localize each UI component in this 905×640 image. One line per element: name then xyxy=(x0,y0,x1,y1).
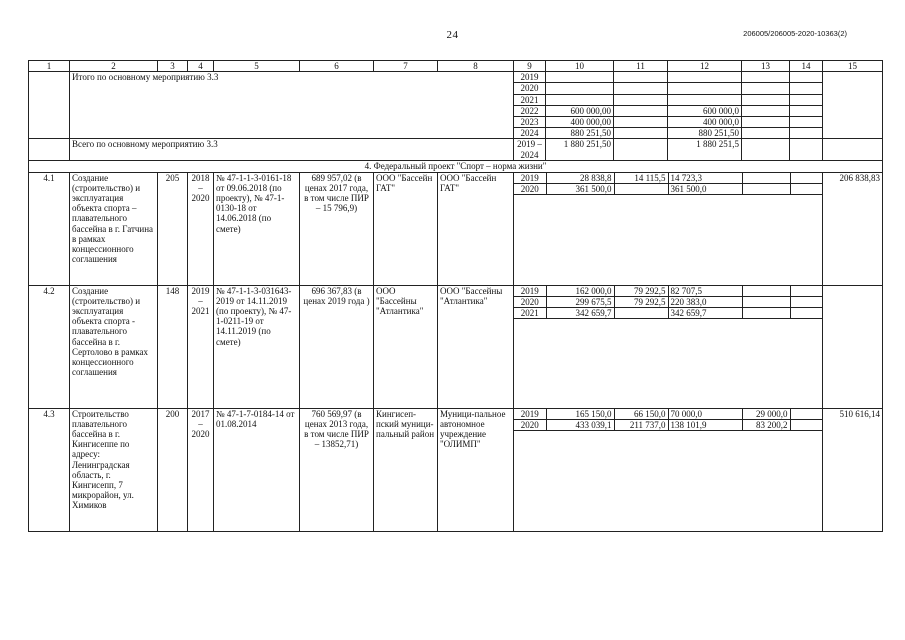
project-expertise: № 47-1-7-0184-14 от 01.08.2014 xyxy=(214,408,300,531)
amount-cell: 70 000,0 xyxy=(668,409,742,420)
project-name: Создание (строительство) и эксплуатация объекта спорта - плавательного бассейна в г. Сертолово в рамках концессионного соглашения xyxy=(70,285,158,408)
amount-cell xyxy=(790,308,823,319)
col-header: 2 xyxy=(70,61,158,72)
project-cost: 696 367,83 (в ценах 2019 года ) xyxy=(300,285,374,408)
col-header: 12 xyxy=(668,61,742,72)
project-customer: ООО "Бассейны "Атлантика" xyxy=(374,285,438,408)
amount-cell xyxy=(790,419,823,430)
year-row xyxy=(514,296,823,307)
col-header: 11 xyxy=(614,61,668,72)
amount-cell: 66 150,0 xyxy=(614,409,668,420)
total-amount: 1 880 251,50 xyxy=(546,139,614,161)
project-cost: 689 957,02 (в ценах 2017 года, в том числе ПИР – 15 796,9) xyxy=(300,172,374,285)
total-row xyxy=(29,139,883,161)
amount-cell xyxy=(790,173,823,184)
col-header: 5 xyxy=(214,61,300,72)
year-cell: 2024 xyxy=(514,128,546,139)
amount-cell: 165 150,0 xyxy=(546,409,614,420)
year-row xyxy=(514,286,823,297)
year-row xyxy=(514,308,823,319)
amount-cell: 162 000,0 xyxy=(546,286,614,297)
amount-cell: 82 707,5 xyxy=(668,286,742,297)
document-code: 206005/206005-2020-10363(2) xyxy=(743,29,847,38)
total-budget: 1 880 251,5 xyxy=(668,139,742,161)
col-header: 9 xyxy=(514,61,546,72)
project-total xyxy=(823,285,883,408)
year-cell: 2019 xyxy=(514,72,546,83)
project-years xyxy=(514,286,823,320)
project-number: 4.3 xyxy=(29,408,70,531)
project-total: 510 616,14 xyxy=(823,408,883,531)
section-title: 4. Федеральный проект "Спорт – норма жизни" xyxy=(29,161,883,172)
budget-table-wrapper xyxy=(28,60,883,532)
project-expertise: № 47-1-1-3-031643-2019 от 14.11.2019 (по проекту), № 47-1-0211-19 от 14.11.2019 (по смете) xyxy=(214,285,300,408)
amount-cell xyxy=(742,286,790,297)
col-header: 4 xyxy=(188,61,214,72)
amount-cell: 79 292,5 xyxy=(614,296,668,307)
year-row xyxy=(514,409,823,420)
amount-cell xyxy=(790,183,823,194)
section-row xyxy=(29,161,883,172)
project-row xyxy=(29,408,883,531)
project-number: 4.1 xyxy=(29,172,70,285)
amount-cell xyxy=(790,296,823,307)
project-years xyxy=(514,173,823,195)
total-year-range: 2019 – 2024 xyxy=(514,139,546,161)
amount-cell: 29 000,0 xyxy=(742,409,790,420)
project-expertise: № 47-1-1-3-0161-18 от 09.06.2018 (по проекту), № 47-1-0130-18 от 14.06.2018 (по смете) xyxy=(214,172,300,285)
year-cell: 2021 xyxy=(514,308,546,319)
column-number-row xyxy=(29,61,883,72)
amount-cell xyxy=(742,183,790,194)
project-developer: Муници-пальное автономное учреждение "ОЛИМП" xyxy=(438,408,514,531)
amount-cell xyxy=(742,308,790,319)
total-label: Всего по основному мероприятию 3.3 xyxy=(70,139,514,161)
amount-cell: 361 500,0 xyxy=(546,183,614,194)
col-header: 15 xyxy=(823,61,883,72)
subtotal-row xyxy=(29,72,883,83)
project-period: 2018 – 2020 xyxy=(188,172,214,285)
amount-cell: 299 675,5 xyxy=(546,296,614,307)
project-capacity: 205 xyxy=(158,172,188,285)
year-cell: 2020 xyxy=(514,419,546,430)
year-row xyxy=(514,419,823,430)
amount-cell: 14 115,5 xyxy=(614,173,668,184)
project-cost: 760 569,97 (в ценах 2013 года, в том числе ПИР – 13852,71) xyxy=(300,408,374,531)
year-cell: 2019 xyxy=(514,173,546,184)
project-developer: ООО "Бассейны "Атлантика" xyxy=(438,285,514,408)
page-number: 24 xyxy=(446,29,459,41)
amount-cell: 79 292,5 xyxy=(614,286,668,297)
project-row xyxy=(29,285,883,408)
project-customer: Кингисеп-пский муници-пальный район xyxy=(374,408,438,531)
amount-cell xyxy=(742,173,790,184)
col-header: 7 xyxy=(374,61,438,72)
amount-cell: 220 383,0 xyxy=(668,296,742,307)
year-cell: 2022 xyxy=(514,105,546,116)
subtotal-label: Итого по основному мероприятию 3.3 xyxy=(70,72,514,139)
project-period: 2019 – 2021 xyxy=(188,285,214,408)
amount-cell: 138 101,9 xyxy=(668,419,742,430)
amount-cell: 28 838,8 xyxy=(546,173,614,184)
amount-cell: 14 723,3 xyxy=(668,173,742,184)
amount-cell: 211 737,0 xyxy=(614,419,668,430)
col-header: 8 xyxy=(438,61,514,72)
col-header: 1 xyxy=(29,61,70,72)
project-name: Создание (строительство) и эксплуатация объекта спорта – плавательного бассейна в г. Гатчина в рамках концессионного соглашения xyxy=(70,172,158,285)
col-header: 14 xyxy=(790,61,823,72)
project-period: 2017 – 2020 xyxy=(188,408,214,531)
col-header: 13 xyxy=(742,61,790,72)
amount-cell: 400 000,0 xyxy=(668,117,742,128)
project-number: 4.2 xyxy=(29,285,70,408)
budget-table xyxy=(28,60,883,532)
amount-cell: 361 500,0 xyxy=(668,183,742,194)
year-cell: 2021 xyxy=(514,94,546,105)
amount-cell: 433 039,1 xyxy=(546,419,614,430)
year-cell: 2019 xyxy=(514,286,546,297)
amount-cell: 600 000,0 xyxy=(668,105,742,116)
amount-cell: 880 251,50 xyxy=(668,128,742,139)
year-row xyxy=(514,173,823,184)
amount-cell xyxy=(614,308,668,319)
project-total: 206 838,83 xyxy=(823,172,883,285)
project-row xyxy=(29,172,883,285)
project-customer: ООО "Бассейн ГАТ" xyxy=(374,172,438,285)
amount-cell: 342 659,7 xyxy=(546,308,614,319)
amount-cell: 600 000,00 xyxy=(546,105,614,116)
year-cell: 2019 xyxy=(514,409,546,420)
amount-cell xyxy=(790,286,823,297)
project-years xyxy=(514,409,823,431)
year-cell: 2020 xyxy=(514,83,546,94)
project-capacity: 148 xyxy=(158,285,188,408)
amount-cell: 400 000,00 xyxy=(546,117,614,128)
amount-cell: 83 200,2 xyxy=(742,419,790,430)
year-row xyxy=(514,183,823,194)
amount-cell xyxy=(742,296,790,307)
col-header: 3 xyxy=(158,61,188,72)
project-capacity: 200 xyxy=(158,408,188,531)
amount-cell xyxy=(790,409,823,420)
amount-cell xyxy=(614,183,668,194)
col-header: 10 xyxy=(546,61,614,72)
project-name: Строительство плавательного бассейна в г. Кингисеппе по адресу: Ленинградская область, г. Кингисепп, 7 микрорайон, ул. Химиков xyxy=(70,408,158,531)
year-cell: 2020 xyxy=(514,296,546,307)
project-developer: ООО "Бассейн ГАТ" xyxy=(438,172,514,285)
amount-cell: 880 251,50 xyxy=(546,128,614,139)
amount-cell: 342 659,7 xyxy=(668,308,742,319)
year-cell: 2023 xyxy=(514,117,546,128)
year-cell: 2020 xyxy=(514,183,546,194)
col-header: 6 xyxy=(300,61,374,72)
